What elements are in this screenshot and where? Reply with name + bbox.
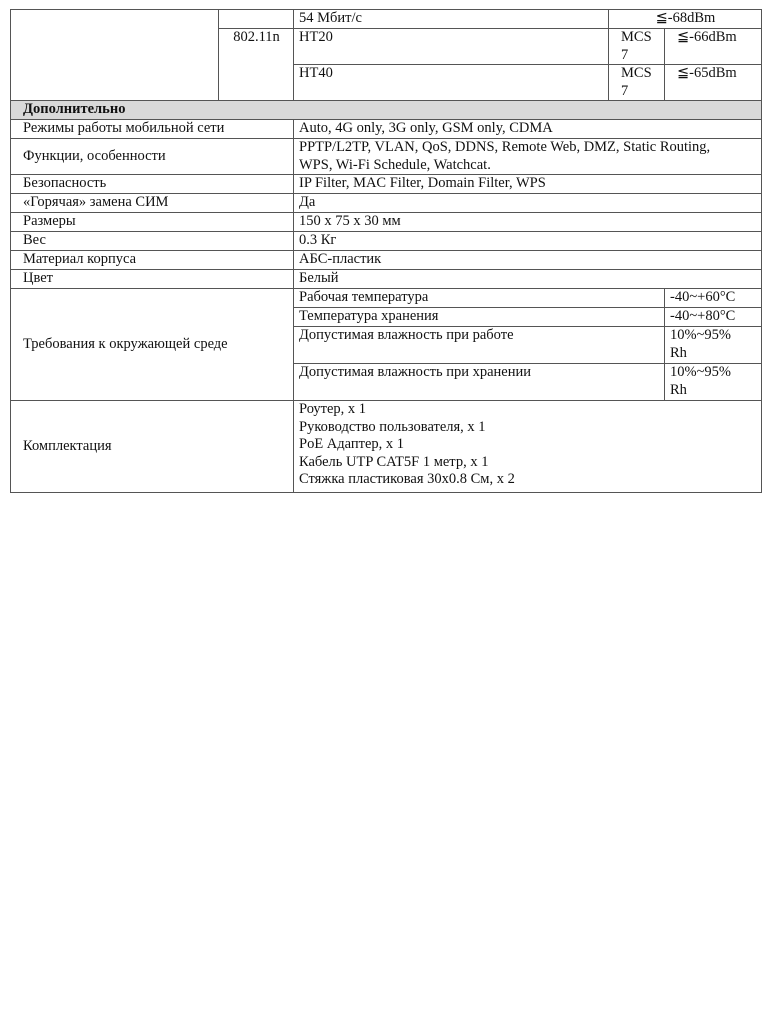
wifi-standard: 802.11n bbox=[219, 29, 294, 101]
env-value bbox=[665, 327, 762, 364]
spec-value-line: PPTP/L2TP, VLAN, QoS, DDNS, Remote Web, DMZ, Static Routing, bbox=[299, 139, 711, 155]
env-label: Требования к окружающей среде bbox=[11, 289, 294, 401]
spec-value: Белый bbox=[294, 270, 762, 289]
env-param: Допустимая влажность при работе bbox=[294, 327, 665, 364]
spec-label: Материал корпуса bbox=[11, 251, 294, 270]
section-title: Дополнительно bbox=[11, 101, 762, 120]
spec-table-page bbox=[10, 9, 761, 493]
table-row bbox=[11, 10, 762, 29]
wifi-mode: HT20 bbox=[294, 29, 609, 65]
wifi-mcs: MCS 7 bbox=[609, 65, 665, 101]
table-row bbox=[11, 120, 762, 139]
package-item: Роутер, х 1 bbox=[299, 401, 367, 417]
package-item: PoE Адаптер, х 1 bbox=[299, 436, 405, 452]
spec-value: Да bbox=[294, 194, 762, 213]
table-row bbox=[11, 194, 762, 213]
wifi-sensitivity: ≦-68dBm bbox=[609, 10, 762, 29]
env-param: Рабочая температура bbox=[294, 289, 665, 308]
env-param: Допустимая влажность при хранении bbox=[294, 364, 665, 401]
table-row bbox=[11, 401, 762, 493]
spec-label: Функции, особенности bbox=[11, 139, 294, 175]
section-header-row bbox=[11, 101, 762, 120]
spec-table bbox=[10, 9, 762, 493]
env-param: Температура хранения bbox=[294, 308, 665, 327]
package-item: Руководство пользователя, х 1 bbox=[299, 418, 486, 435]
wifi-sensitivity: ≦-66dBm bbox=[665, 29, 762, 65]
table-row bbox=[11, 175, 762, 194]
table-row bbox=[11, 270, 762, 289]
spec-value-line: WPS, Wi-Fi Schedule, Watchcat. bbox=[299, 156, 491, 173]
spec-label: Цвет bbox=[11, 270, 294, 289]
package-item: Стяжка пластиковая 30х0.8 См, х 2 bbox=[299, 471, 515, 487]
spec-label: Размеры bbox=[11, 213, 294, 232]
env-value: -40~+80°C bbox=[665, 308, 762, 327]
empty-cell bbox=[219, 10, 294, 29]
env-value: -40~+60°C bbox=[665, 289, 762, 308]
table-row bbox=[11, 251, 762, 270]
wifi-mode: HT40 bbox=[294, 65, 609, 101]
env-value-line: 10%~95% bbox=[670, 364, 732, 380]
empty-cell bbox=[11, 10, 219, 101]
env-value-line: Rh bbox=[670, 344, 687, 361]
spec-value: 0.3 Кг bbox=[294, 232, 762, 251]
spec-value bbox=[294, 139, 762, 175]
spec-label: Безопасность bbox=[11, 175, 294, 194]
spec-label: Режимы работы мобильной сети bbox=[11, 120, 294, 139]
wifi-speed: 54 Мбит/с bbox=[294, 10, 609, 29]
table-row bbox=[11, 232, 762, 251]
table-row bbox=[11, 213, 762, 232]
wifi-mcs: MCS 7 bbox=[609, 29, 665, 65]
wifi-sensitivity: ≦-65dBm bbox=[665, 65, 762, 101]
spec-value: АБС-пластик bbox=[294, 251, 762, 270]
package-item: Кабель UTP CAT5F 1 метр, х 1 bbox=[299, 453, 489, 470]
package-list bbox=[294, 401, 762, 493]
table-row bbox=[11, 289, 762, 308]
spec-label: Вес bbox=[11, 232, 294, 251]
package-label: Комплектация bbox=[11, 401, 294, 493]
spec-label: «Горячая» замена СИМ bbox=[11, 194, 294, 213]
spec-value: 150 х 75 х 30 мм bbox=[294, 213, 762, 232]
env-value-line: Rh bbox=[670, 381, 687, 398]
table-row bbox=[11, 139, 762, 175]
env-value-line: 10%~95% bbox=[670, 327, 732, 343]
spec-value: IP Filter, MAC Filter, Domain Filter, WPS bbox=[294, 175, 762, 194]
env-value bbox=[665, 364, 762, 401]
spec-value: Auto, 4G only, 3G only, GSM only, CDMA bbox=[294, 120, 762, 139]
